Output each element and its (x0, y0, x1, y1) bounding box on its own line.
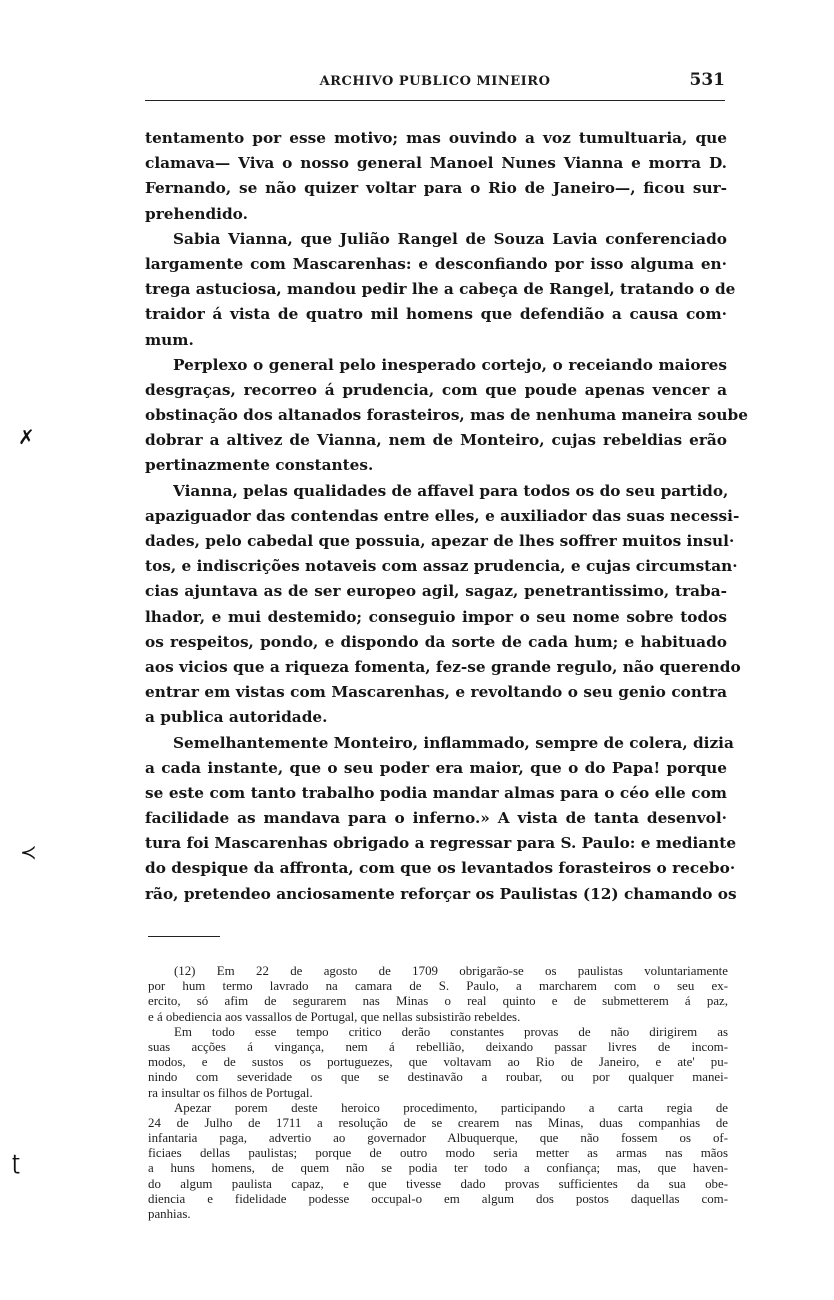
footnote-line: (12) Em 22 de agosto de 1709 obrigarão-se os paulistas voluntariamente (174, 964, 728, 978)
page-number: 531 (689, 70, 725, 90)
footnote-line: Em todo esse tempo critico derão constantes provas de não dirigirem as (174, 1024, 728, 1039)
footnote-line: diencia e fidelidade podesse occupal-o em algum dos postos daquellas com- (148, 1191, 728, 1206)
running-title: ARCHIVO PUBLICO MINEIRO (319, 74, 551, 89)
text-line: dobrar a altivez de Vianna, nem de Monteiro, cujas rebeldias erão (145, 431, 727, 450)
footnote-line: 24 de Julho de 1711 a resolução de se crearem nas Minas, duas companhias de (148, 1115, 728, 1130)
text-line: traidor á vista de quatro mil homens que defendião a causa com· (145, 305, 727, 324)
text-line: aos vicios que a riqueza fomenta, fez-se grande regulo, não querendo (145, 657, 741, 676)
text-line: mum. (145, 330, 194, 349)
text-line: trega astuciosa, mandou pedir lhe a cabeça de Rangel, tratando o de (145, 280, 736, 299)
footnote (148, 964, 728, 1222)
text-line: desgraças, recorreo á prudencia, com que poude apenas vencer a (145, 380, 727, 399)
text-line: dades, pelo cabedal que possuia, apezar de lhes soffrer muitos insul· (145, 532, 735, 550)
footnote-line: ficiaes dellas paulistas; porque de outro modo seria metter as armas nas mãos (148, 1146, 728, 1161)
text-line: Sabia Vianna, que Julião Rangel de Souza Lavia conferenciado (173, 229, 727, 248)
main-text (145, 126, 748, 907)
text-line: pertinazmente constantes. (145, 456, 374, 475)
text-line: cias ajuntava as de ser europeo agil, sagaz, penetrantissimo, traba- (145, 582, 727, 601)
footnote-line: Apezar porem deste heroico procedimento, participando a carta regia de (174, 1100, 728, 1115)
footnote-line: infantaria paga, advertio ao governador Albuquerque, que não fossem os of- (148, 1131, 728, 1146)
text-line: tentamento por esse motivo; mas ouvindo a voz tumultuaria, que (145, 129, 727, 147)
margin-mark: ✗ (18, 425, 35, 449)
text-line: obstinação dos altanados forasteiros, mas de nenhuma maneira soube (145, 406, 748, 425)
text-line: a cada instante, que o seu poder era maior, que o do Papa! porque (145, 758, 727, 777)
footnote-line: modos, e de sustos os portuguezes, que voltavam ao Rio de Janeiro, e ate' pu- (148, 1055, 728, 1070)
text-line: apaziguador das contendas entre elles, e auxiliador das suas necessi- (145, 506, 740, 525)
text-line: Perplexo o general pelo inesperado cortejo, o receiando maiores (173, 355, 727, 374)
margin-mark: ʈ (12, 1150, 20, 1174)
text-line: a publica autoridade. (145, 708, 328, 727)
text-line: os respeitos, pondo, e dispondo da sorte de cada hum; e habituado (145, 632, 727, 651)
text-line: Vianna, pelas qualidades de affavel para todos os do seu partido, (173, 481, 729, 500)
footnote-line: nindo com severidade os que se destinavão a roubar, ou por qualquer manei- (148, 1070, 728, 1085)
footnote-line: suas acções á vingança, nem á rebellião, deixando passar livres de incom- (148, 1039, 728, 1054)
text-line: Fernando, se não quizer voltar para o Rio de Janeiro—, ficou sur- (145, 179, 727, 198)
text-line: tos, e indiscrições notaveis com assaz prudencia, e cujas circumstan· (145, 557, 738, 576)
page-header (145, 70, 725, 100)
text-line: largamente com Mascarenhas: e desconfiando por isso alguma en· (145, 254, 727, 273)
text-line: do despique da affronta, com que os levantados forasteiros o recebo· (145, 859, 736, 878)
footnote-line: panhias. (148, 1207, 191, 1221)
text-line: prehendido. (145, 204, 248, 223)
footnote-line: ra insultar os filhos de Portugal. (148, 1085, 313, 1100)
footnote-line: a huns homens, de quem não se podia ter todo a confiança; mas, que haven- (148, 1161, 728, 1176)
text-line: se este com tanto trabalho podia mandar almas para o céo elle com (145, 783, 727, 802)
header-rule (145, 100, 725, 101)
text-line: entrar em vistas com Mascarenhas, e revoltando o seu genio contra (145, 683, 727, 702)
footnote-line: por hum termo lavrado na camara de S. Paulo, a marcharem com o seu ex- (148, 979, 728, 994)
margin-mark: ≺ (20, 840, 37, 864)
footnote-line: do algum paulista capaz, e que tivesse dado provas sufficientes da sua obe- (148, 1176, 728, 1191)
footnote-rule (148, 936, 220, 937)
text-line: Semelhantemente Monteiro, inflammado, sempre de colera, dizia (173, 733, 734, 752)
text-line: tura foi Mascarenhas obrigado a regressar para S. Paulo: e mediante (145, 834, 737, 853)
text-line: facilidade as mandava para o inferno.» A vista de tanta desenvol· (145, 809, 727, 828)
text-line: lhador, e mui destemido; conseguio impor o seu nome sobre todos (145, 607, 727, 626)
text-line: rão, pretendeo anciosamente reforçar os Paulistas (12) chamando os (145, 884, 737, 903)
text-line: clamava— Viva o nosso general Manoel Nunes Vianna e morra D. (145, 154, 727, 173)
footnote-line: e á obediencia aos vassallos de Portugal, que nellas subsistirão rebeldes. (148, 1009, 521, 1024)
footnote-line: ercito, só afim de segurarem nas Minas o real quinto e de submetterem á paz, (148, 994, 728, 1009)
